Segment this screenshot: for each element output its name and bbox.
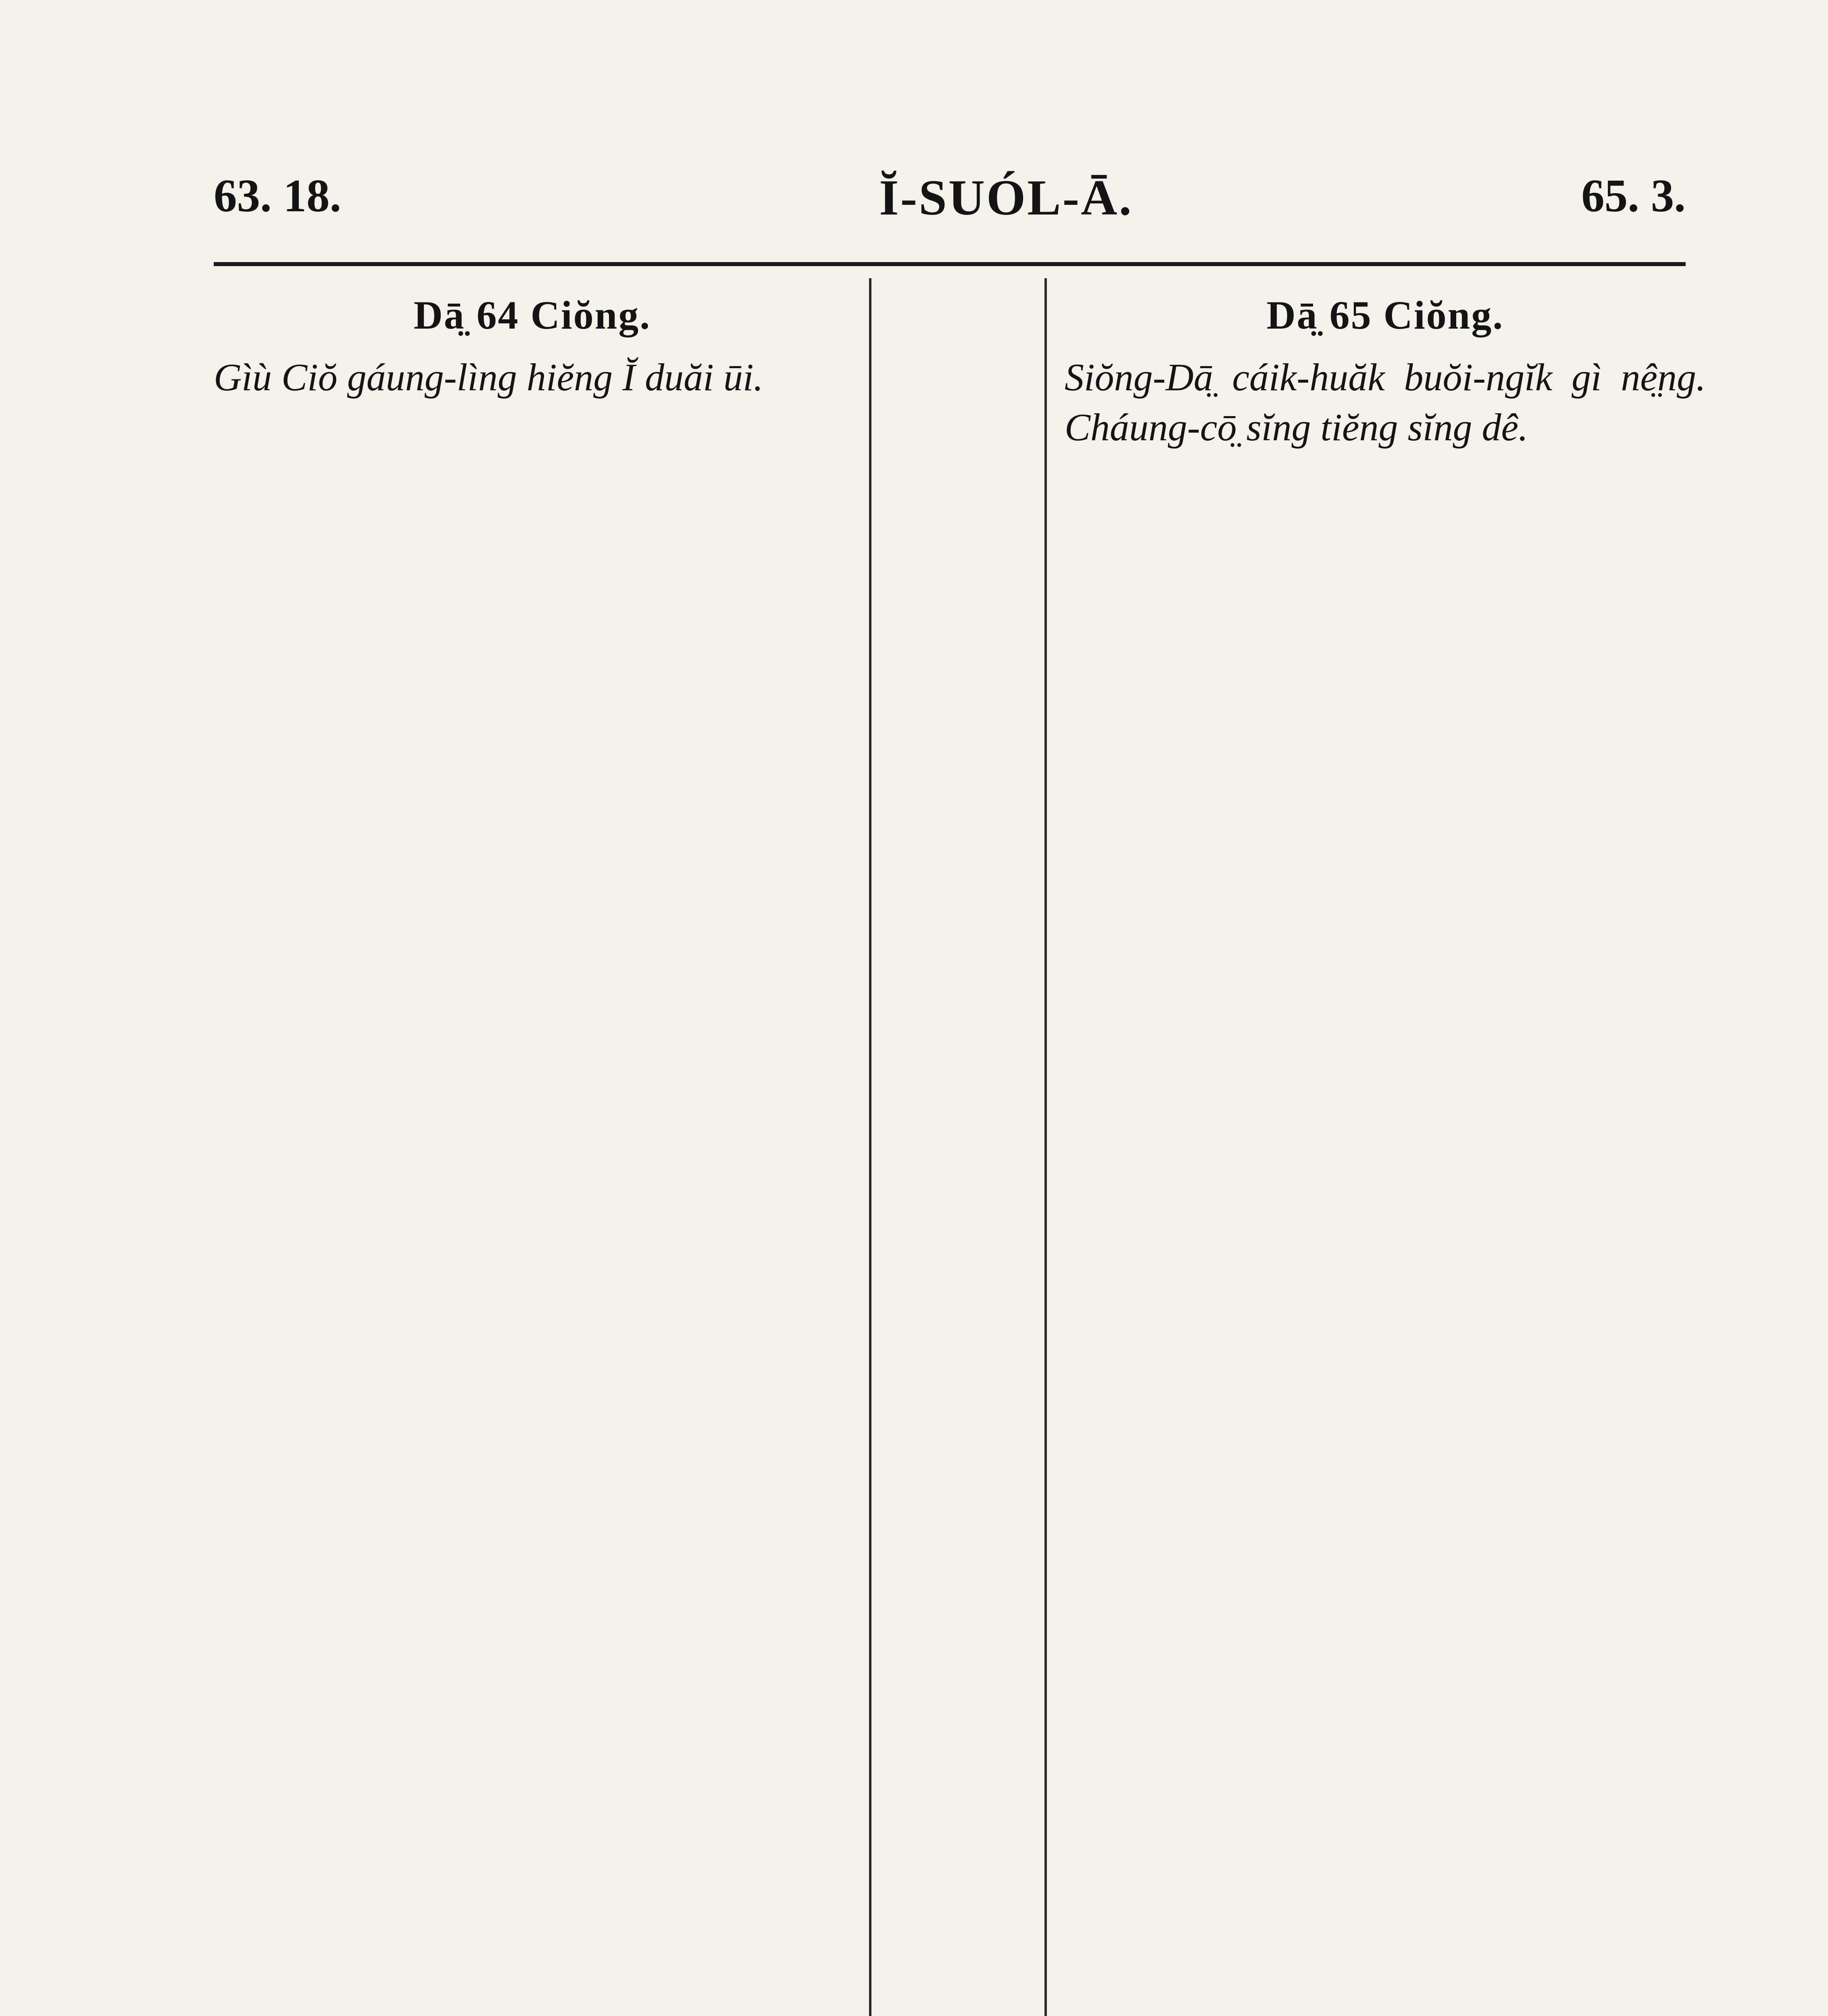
running-head-right: 65. 3. <box>1581 170 1686 221</box>
running-head <box>214 169 1686 238</box>
right-column <box>1065 278 1706 2016</box>
running-head-left: 63. 18. <box>214 170 342 221</box>
chapter-64-heading: Dā̤ 64 Ciŏng. <box>413 293 651 337</box>
cross-reference-column <box>877 282 1038 2016</box>
left-column <box>214 278 851 2016</box>
chapter-65-summary: Siŏng-Dā̤ cáik-huăk buŏi-ngĭk gì nê̤ng. Cháung-cō̤ sĭng tiĕng sĭng dê. <box>1065 356 1706 449</box>
running-head-title: Ĭ-SUÓL-Ā. <box>879 170 1133 226</box>
column-divider-left <box>869 278 871 2016</box>
chapter-64-summary: Gìù Ciŏ gáung-lìng hiĕng Ĭ duăi ūi. <box>214 356 763 399</box>
header-rule <box>214 262 1686 266</box>
chapter-65-heading: Dā̤ 65 Ciŏng. <box>1266 293 1504 337</box>
column-divider-right <box>1044 278 1047 2016</box>
